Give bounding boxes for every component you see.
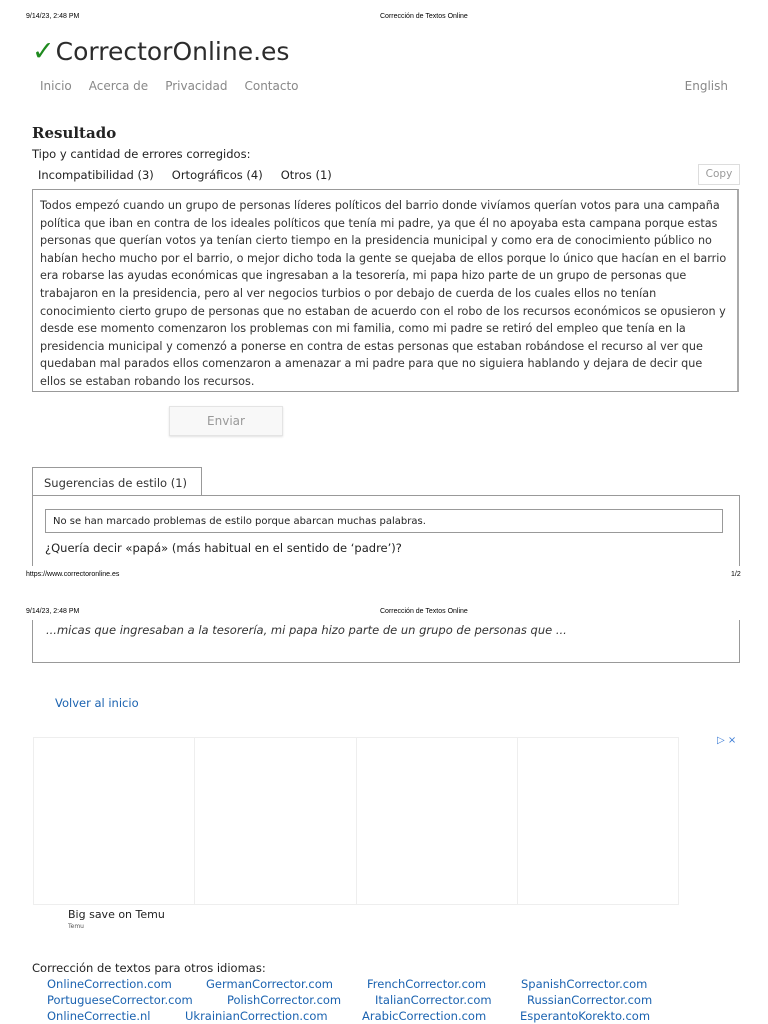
ad-grid[interactable] [33,737,679,905]
ad-tile[interactable] [33,737,194,905]
ad-tile[interactable] [194,737,355,905]
print-datetime: 9/14/23, 2:48 PM [26,13,80,20]
other-languages-title: Corrección de textos para otros idiomas: [32,961,266,975]
copy-button[interactable]: Copy [698,164,740,185]
nav-inicio[interactable]: Inicio [40,79,72,93]
result-subheading: Tipo y cantidad de errores corregidos: [32,147,251,161]
lang-link-ukrainiancorrection[interactable]: UkrainianCorrection.com [185,1009,328,1023]
category-otros[interactable]: Otros (1) [280,168,332,182]
ad-source: Temu [68,923,84,930]
language-link[interactable]: English [684,79,728,93]
logo-text: CorrectorOnline.es [55,37,290,66]
corrected-text-area[interactable]: Todos empezó cuando un grupo de personas líderes políticos del barrio donde vivíamos querían votos para una campaña política que iban en contra de los ideales políticos que tenía mi padre, ya que él no apoyaba esta campana porque estas personas que querían votos ya tenían cierto tiempo en la presidencia municipal y como era de conocimiento público no habían hecho mucho por el barrio, o mejor dicho toda la gente se quejaba de ellos porque lo único que hacían en el barrio era robarse las ayudas económicas que ingresaban a la tesorería, mi papa hizo parte de un grupo de personas que trabajaron en la presidencia, pero al ver negocios turbios o por debajo de cuerda de los cuales ellos no tenían conocimiento cierto grupo de personas que no estaban de acuerdo con el robo de los recursos económicos se opusieron y desde ese momento comenzaron los problemas con mi familia, como mi padre se retiró del empleo que tenía en la presidencia municipal y comenzó a ponerse en contra de estas personas que estaban robándose el recurso al ver que quedaban mal parados ellos comenzaron a amenazar a mi padre para que no siguiera hablando y dejara de decir que ellos se estaban robando los recursos. [32,189,739,392]
lang-link-spanishcorrector[interactable]: SpanishCorrector.com [521,977,648,991]
ad-title[interactable]: Big save on Temu [68,908,165,921]
lang-link-esperantokorekto[interactable]: EsperantoKorekto.com [520,1009,651,1023]
print-datetime-2: 9/14/23, 2:48 PM [26,608,80,615]
send-button[interactable]: Enviar [169,406,283,436]
lang-link-onlinecorrection[interactable]: OnlineCorrection.com [47,977,172,991]
lang-link-germancorrector[interactable]: GermanCorrector.com [206,977,333,991]
lang-link-frenchcorrector[interactable]: FrenchCorrector.com [367,977,487,991]
suggestion-context: ...micas que ingresaban a la tesorería, mi papa hizo parte de un grupo de personas que ... [46,623,567,637]
nav-contacto[interactable]: Contacto [244,79,299,93]
ad-close-icon[interactable]: ▷ × [717,735,737,746]
suggestion-question: ¿Quería decir «papá» (más habitual en el sentido de ‘padre’)? [45,541,402,555]
lang-link-portuguesecorrector[interactable]: PortugueseCorrector.com [47,993,193,1007]
lang-link-polishcorrector[interactable]: PolishCorrector.com [227,993,342,1007]
lang-link-onlinecorrectie[interactable]: OnlineCorrectie.nl [47,1009,151,1023]
result-heading: Resultado [32,124,117,142]
nav-privacidad[interactable]: Privacidad [165,79,228,93]
print-page-number: 1/2 [731,571,741,578]
tab-style-suggestions[interactable]: Sugerencias de estilo (1) [32,467,202,495]
lang-link-arabiccorrection[interactable]: ArabicCorrection.com [362,1009,487,1023]
ad-tile[interactable] [517,737,679,905]
print-url: https://www.correctoronline.es [26,571,120,578]
site-logo[interactable] [32,36,289,67]
print-title: Corrección de Textos Online [380,13,468,20]
error-categories [38,168,332,182]
lang-link-italiancorrector[interactable]: ItalianCorrector.com [375,993,492,1007]
main-nav [40,79,299,93]
category-ortograficos[interactable]: Ortográficos (4) [171,168,263,182]
ad-tile[interactable] [356,737,517,905]
back-home-link[interactable]: Volver al inicio [55,696,139,710]
nav-acerca-de[interactable]: Acerca de [88,79,149,93]
style-notice: No se han marcado problemas de estilo porque abarcan muchas palabras. [45,509,723,533]
print-title-2: Corrección de Textos Online [380,608,468,615]
checkmark-icon: ✓ [32,36,55,67]
category-incompatibilidad[interactable]: Incompatibilidad (3) [38,168,154,182]
lang-link-russiancorrector[interactable]: RussianCorrector.com [527,993,653,1007]
